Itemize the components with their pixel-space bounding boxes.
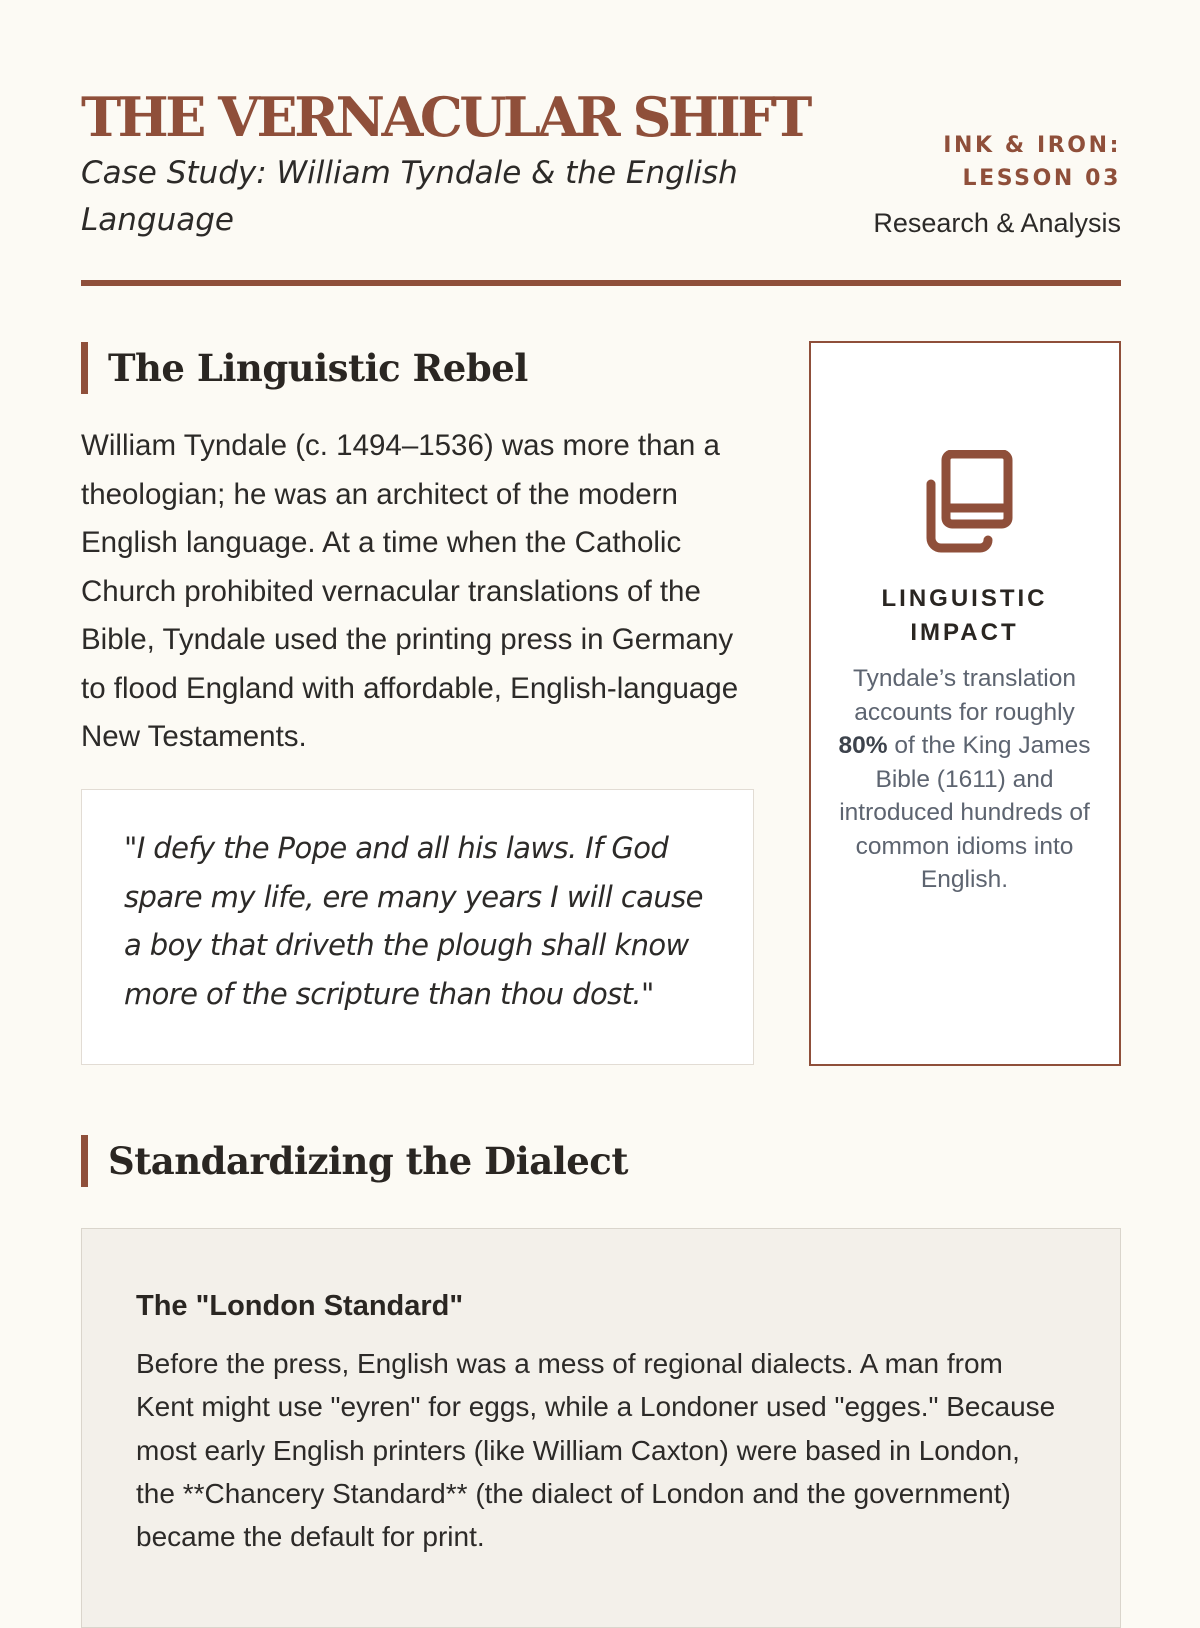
impact-highlight: 80% [838, 732, 888, 759]
lesson-label: INK & IRON: LESSON 03 [943, 133, 1121, 191]
book-icon [920, 450, 1014, 554]
document-kind: Research & Analysis [873, 208, 1121, 238]
intro-paragraph: William Tyndale (c. 1494–1536) was more than a theologian; he was an architect of the modern English language. At a time when the Catholic Church prohibited vernacular translations of the Bible, Tyndale used the printing press in Germany to flood England with affordable, English-language New Testaments. [81, 429, 739, 753]
london-standard-panel [81, 1228, 1121, 1628]
panel-text: Before the press, English was a mess of regional dialects. A man from Kent might use "eyren" for eggs, while a Londoner used "egges." Because most early English printers (like William Caxton) were based in London, the **Chancery Standard** (the dialect of London and the government) became the default for print. [136, 1348, 1056, 1553]
impact-text-after: of the King James Bible (1611) and introduced hundreds of common idioms into English. [839, 732, 1091, 893]
section-heading-standardizing-dialect: Standardizing the Dialect [81, 1135, 628, 1187]
section-heading-linguistic-rebel: The Linguistic Rebel [81, 342, 528, 394]
impact-text-before: Tyndale’s translation accounts for roughly [853, 665, 1076, 726]
header-divider [81, 280, 1121, 286]
tyndale-quote: "I defy the Pope and all his laws. If God spare my life, ere many years I will cause a boy that driveth the plough shall know more of the scripture than thou dost." [124, 831, 703, 1011]
header [81, 86, 1121, 246]
panel-title: The "London Standard" [136, 1290, 464, 1322]
impact-title: LINGUISTIC IMPACT [881, 585, 1048, 646]
linguistic-impact-card [809, 341, 1121, 1066]
page-subtitle: Case Study: William Tyndale & the English Language [81, 155, 738, 238]
impact-text [831, 662, 1098, 897]
page-title: THE VERNACULAR SHIFT [81, 85, 809, 149]
quote-box [81, 789, 754, 1065]
